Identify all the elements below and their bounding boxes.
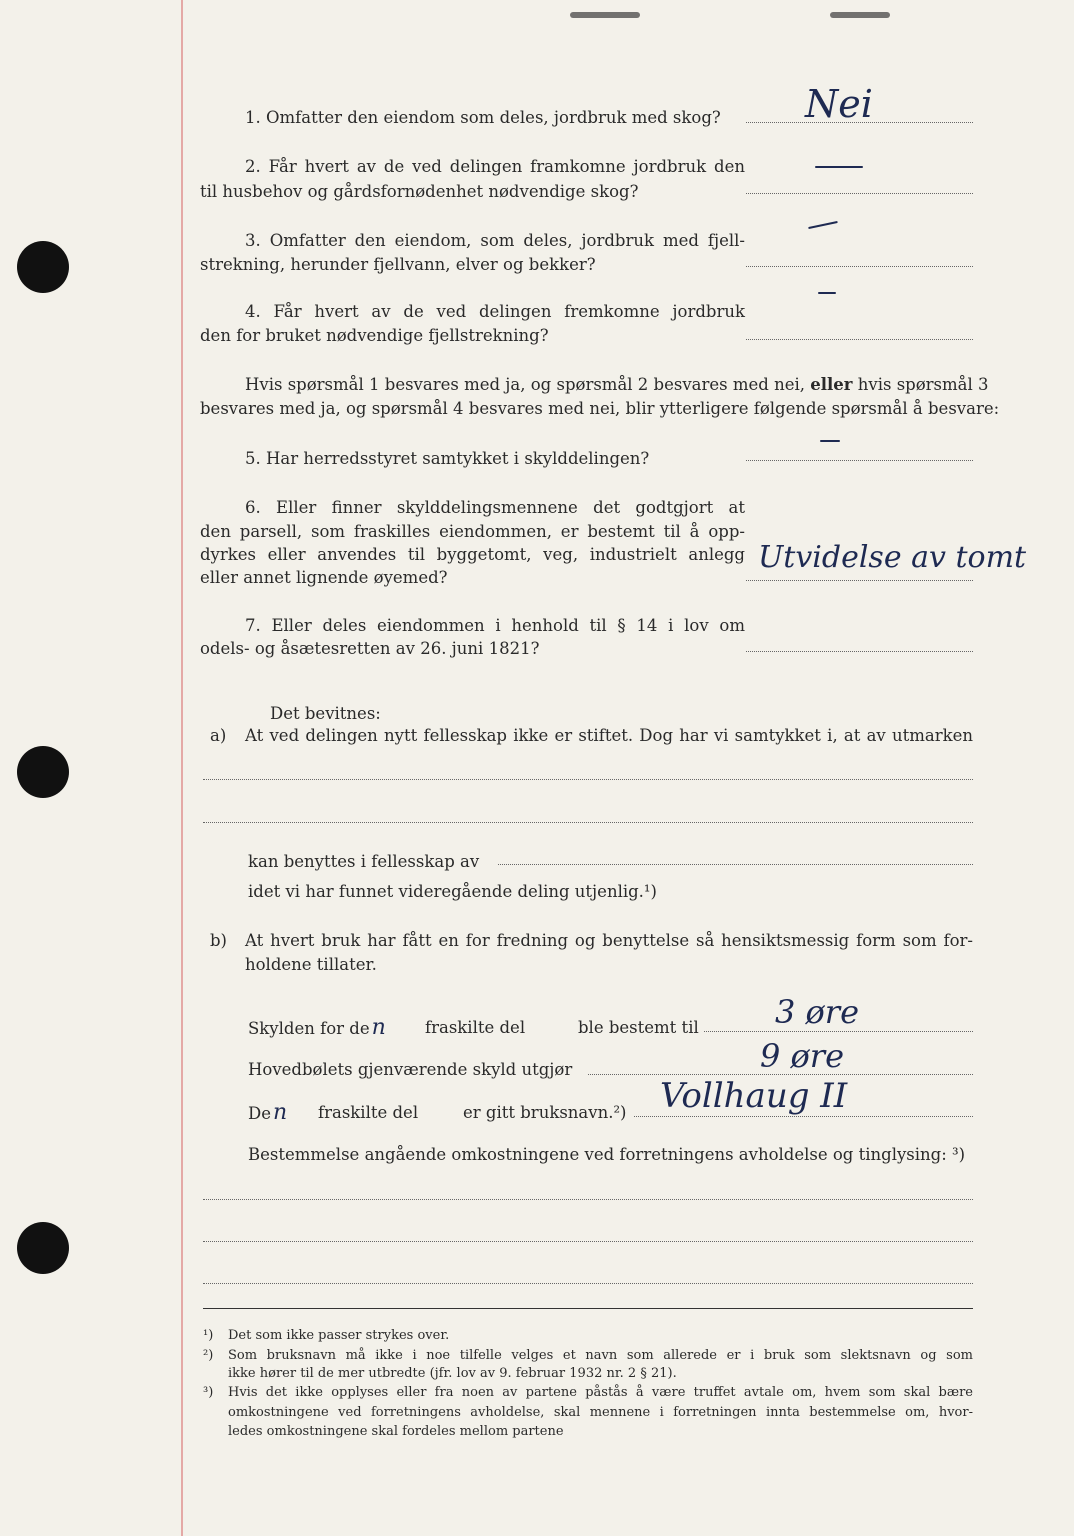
instruction-line-2: besvares med ja, og spørsmål 4 besvares med nei, blir ytterligere følgende spørsmål å besvare: xyxy=(200,399,1000,418)
question-5: 5. Har herredsstyret samtykket i skylddelingen? xyxy=(245,449,650,468)
handwritten-dash xyxy=(815,166,863,168)
scan-mark xyxy=(830,12,890,18)
footnote-divider xyxy=(203,1308,973,1309)
answer-line xyxy=(746,580,973,581)
question-6-line-2: den parsell, som fraskilles eiendommen, er bestemt til å opp- xyxy=(200,522,745,541)
question-4-line-1: 4. Får hvert av de ved delingen fremkomne jordbruk xyxy=(245,302,745,321)
footnote-2-line-2: ikke hører til de mer utbredte (jfr. lov av 9. februar 1932 nr. 2 § 21). xyxy=(228,1366,677,1381)
bruksnavn-gitt: er gitt bruksnavn.²) xyxy=(463,1103,627,1122)
handwritten-answer-6: Utvidelse av tomt xyxy=(758,540,1027,575)
footnote-2-mark: ²) xyxy=(203,1348,214,1363)
bestemmelse-label: Bestemmelse angående omkostningene ved forretningens avholdelse og tinglysing: ³) xyxy=(248,1145,966,1164)
item-b-line-2: holdene tillater. xyxy=(245,955,377,974)
handwritten-dash xyxy=(820,440,840,442)
fill-line xyxy=(498,864,973,865)
question-3-line-2: strekning, herunder fjellvann, elver og bekker? xyxy=(200,255,596,274)
fill-line xyxy=(203,779,973,780)
footnote-1-mark: ¹) xyxy=(203,1328,214,1343)
answer-line xyxy=(746,266,973,267)
bevitnes-heading: Det bevitnes: xyxy=(270,704,381,723)
skylden-bestemt: ble bestemt til xyxy=(578,1018,699,1037)
bruksnavn-fraskilte: fraskilte del xyxy=(318,1103,419,1122)
fill-line xyxy=(704,1031,973,1032)
question-7-line-1: 7. Eller deles eiendommen i henhold til § 14 i lov om xyxy=(245,616,745,635)
fill-line xyxy=(203,822,973,823)
question-2-line-1: 2. Får hvert av de ved delingen framkomne jordbruk den xyxy=(245,157,745,176)
bruksnavn-label: Den xyxy=(248,1100,288,1125)
skylden-label: Skylden for den xyxy=(248,1015,386,1040)
handwritten-dash xyxy=(808,221,838,229)
handwritten-skyld: 3 øre xyxy=(775,993,860,1031)
fill-line xyxy=(203,1283,973,1284)
question-1: 1. Omfatter den eiendom som deles, jordbruk med skog? xyxy=(245,108,721,127)
handwritten-dash xyxy=(818,292,836,294)
fill-line xyxy=(634,1116,973,1117)
item-a-marker: a) xyxy=(210,726,227,745)
instruction-line-1: Hvis spørsmål 1 besvares med ja, og spørsmål 2 besvares med nei, eller hvis spørsmål 3 xyxy=(245,375,989,394)
handwritten-answer-1: Nei xyxy=(805,82,873,126)
idet-text: idet vi har funnet videregående deling utjenlig.¹) xyxy=(248,882,657,901)
footnote-3-mark: ³) xyxy=(203,1385,214,1400)
skylden-fraskilte: fraskilte del xyxy=(425,1018,526,1037)
kan-benyttes-label: kan benyttes i fellesskap av xyxy=(248,852,480,871)
question-3-line-1: 3. Omfatter den eiendom, som deles, jordbruk med fjell- xyxy=(245,231,745,250)
hovedbol-label: Hovedbølets gjenværende skyld utgjør xyxy=(248,1060,573,1079)
question-7-line-2: odels- og åsætesretten av 26. juni 1821? xyxy=(200,639,540,658)
item-a-text: At ved delingen nytt fellesskap ikke er stiftet. Dog har vi samtykket i, at av utmarken xyxy=(245,726,973,745)
handwritten-bruksnavn: Vollhaug II xyxy=(660,1076,848,1116)
red-margin-line xyxy=(181,0,183,1536)
footnote-3-line-2: omkostningene ved forretningens avholdelse, skal mennene i forretningen innta bestemmelse om, hvor- xyxy=(228,1405,973,1420)
question-6-line-1: 6. Eller finner skylddelingsmennene det godtgjort at xyxy=(245,498,745,517)
fill-line xyxy=(203,1241,973,1242)
answer-line xyxy=(746,460,973,461)
punch-hole xyxy=(17,241,69,293)
footnote-2-line-1: Som bruksnavn må ikke i noe tilfelle velges et navn som allerede er i bruk som slektsnavn og som xyxy=(228,1348,973,1363)
question-2-line-2: til husbehov og gårdsfornødenhet nødvendige skog? xyxy=(200,182,639,201)
item-b-marker: b) xyxy=(210,931,227,950)
question-6-line-3: dyrkes eller anvendes til byggetomt, veg, industrielt anlegg xyxy=(200,545,745,564)
scan-mark xyxy=(570,12,640,18)
footnote-3-line-3: ledes omkostningene skal fordeles mellom partene xyxy=(228,1424,564,1439)
footnote-1: Det som ikke passer strykes over. xyxy=(228,1328,450,1343)
answer-line xyxy=(746,193,973,194)
answer-line xyxy=(746,651,973,652)
question-4-line-2: den for bruket nødvendige fjellstrekning? xyxy=(200,326,549,345)
handwritten-hovedbol: 9 øre xyxy=(760,1037,845,1075)
question-6-line-4: eller annet lignende øyemed? xyxy=(200,568,448,587)
fill-line xyxy=(203,1199,973,1200)
footnote-3-line-1: Hvis det ikke opplyses eller fra noen av partene påstås å være truffet avtale om, hvem som skal bære xyxy=(228,1385,973,1400)
punch-hole xyxy=(17,1222,69,1274)
punch-hole xyxy=(17,746,69,798)
answer-line xyxy=(746,339,973,340)
item-b-line-1: At hvert bruk har fått en for fredning og benyttelse så hensiktsmessig form som for- xyxy=(245,931,973,950)
